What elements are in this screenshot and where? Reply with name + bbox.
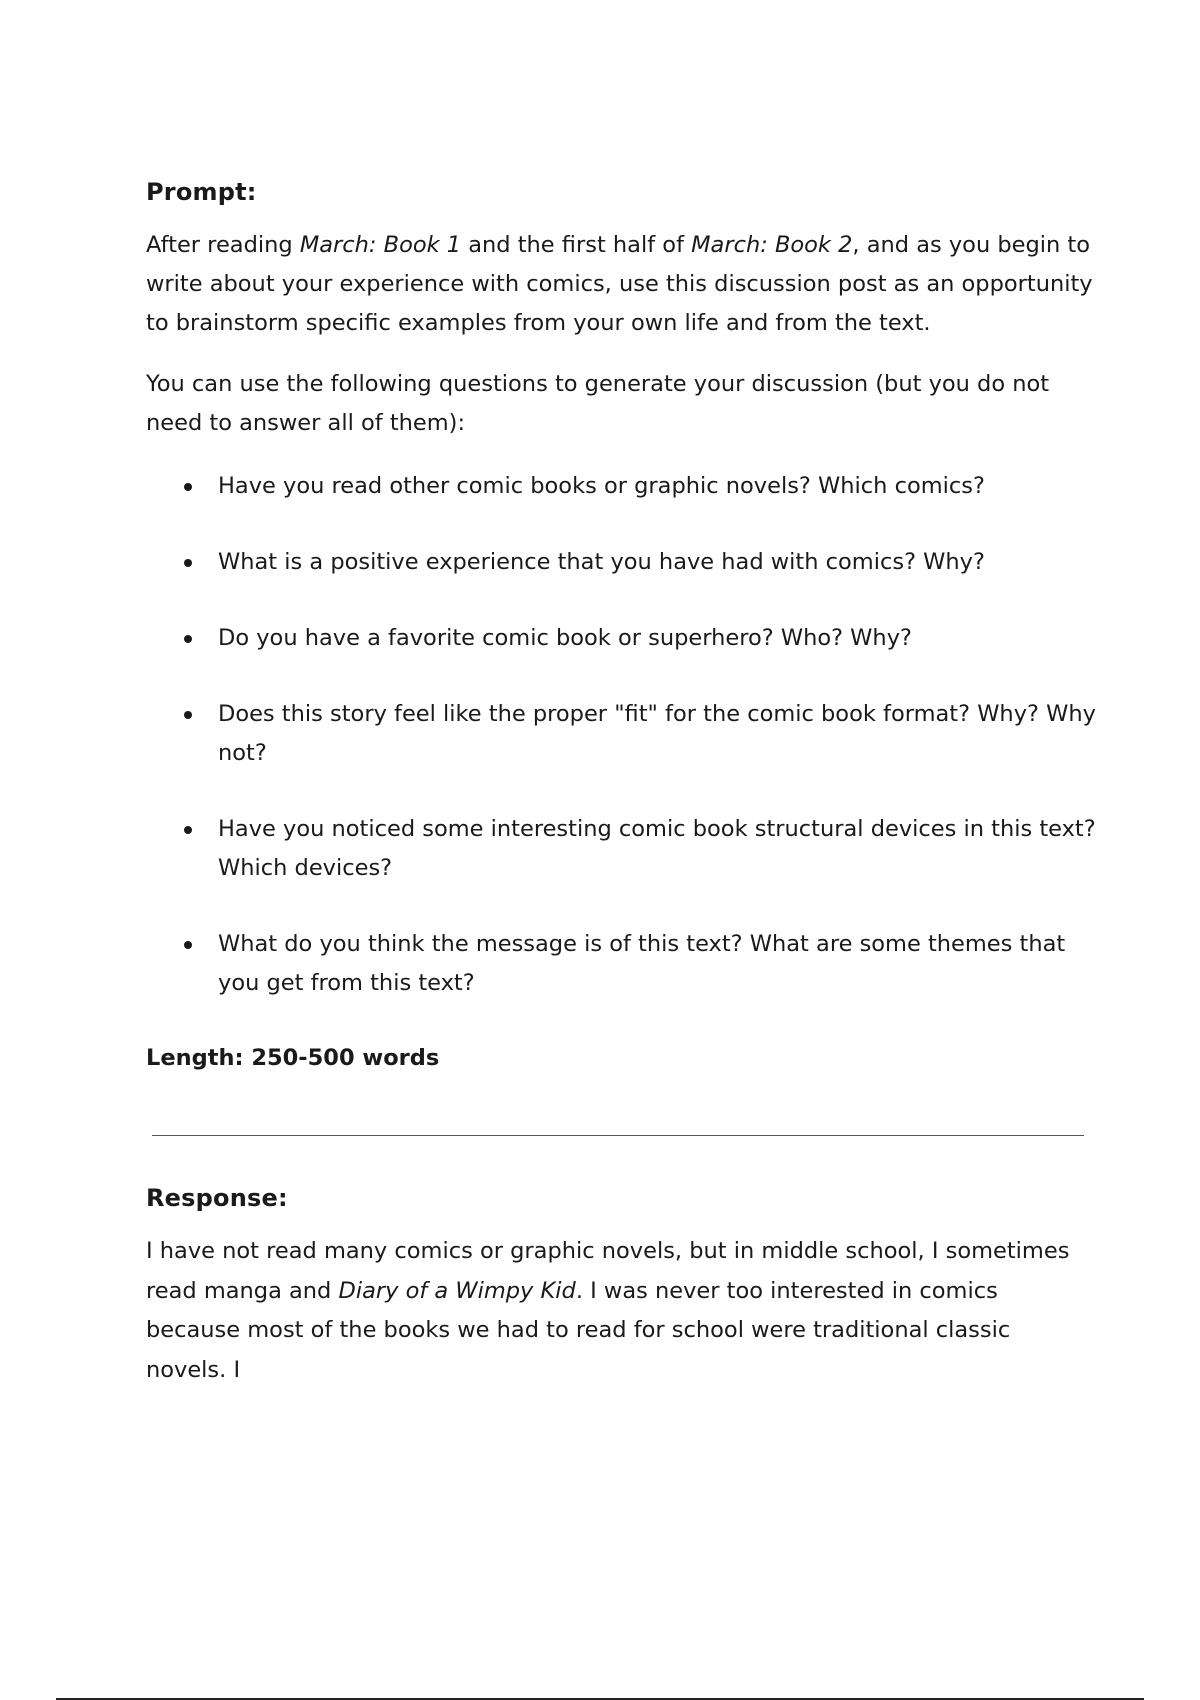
section-divider bbox=[152, 1135, 1084, 1136]
intro-text-1: After reading bbox=[146, 232, 300, 258]
bullet-icon bbox=[184, 711, 192, 719]
bullet-icon bbox=[184, 483, 192, 491]
response-book-title: Diary of a Wimpy Kid bbox=[338, 1277, 576, 1304]
bullet-icon bbox=[184, 941, 192, 949]
question-text: What do you think the message is of this text? What are some themes that you get from this text? bbox=[218, 931, 1066, 996]
question-text: Do you have a favorite comic book or superhero? Who? Why? bbox=[218, 625, 912, 651]
question-item bbox=[146, 619, 1096, 658]
book-title-2: March: Book 2 bbox=[691, 232, 853, 258]
length-requirement: Length: 250-500 words bbox=[146, 1045, 440, 1071]
question-item bbox=[146, 695, 1096, 773]
question-item bbox=[146, 925, 1096, 1003]
prompt-subintro: You can use the following questions to generate your discussion (but you do not need to answer all of them): bbox=[146, 371, 1050, 436]
document-page bbox=[146, 178, 1096, 1390]
prompt-heading: Prompt: bbox=[146, 178, 257, 206]
response-text-1: I have not read many comics or graphic novels, but in middle school, I sometimes read manga and bbox=[146, 1238, 1070, 1304]
bullet-icon bbox=[184, 635, 192, 643]
question-list bbox=[146, 467, 1096, 1003]
response-text bbox=[146, 1232, 1096, 1390]
question-text: Have you noticed some interesting comic book structural devices in this text? Which devices? bbox=[218, 816, 1096, 881]
bullet-icon bbox=[184, 559, 192, 567]
response-text-2: . I was never too interested in comics because most of the books we had to read for school were traditional classic novels. I bbox=[146, 1277, 1011, 1383]
question-text: Does this story feel like the proper "fit" for the comic book format? Why? Why not? bbox=[218, 701, 1096, 766]
question-text: Have you read other comic books or graphic novels? Which comics? bbox=[218, 473, 985, 499]
intro-text-3: , and as you begin to write about your experience with comics, use this discussion post as an opportunity to brainstorm specific examples from your own life and from the text. bbox=[146, 232, 1093, 336]
question-text: What is a positive experience that you have had with comics? Why? bbox=[218, 549, 985, 575]
question-item bbox=[146, 467, 1096, 506]
intro-text-2: and the first half of bbox=[461, 232, 692, 258]
question-item bbox=[146, 810, 1096, 888]
prompt-intro bbox=[146, 226, 1096, 343]
book-title-1: March: Book 1 bbox=[299, 232, 462, 258]
bullet-icon bbox=[184, 826, 192, 834]
response-heading: Response: bbox=[146, 1184, 288, 1212]
question-item bbox=[146, 543, 1096, 582]
